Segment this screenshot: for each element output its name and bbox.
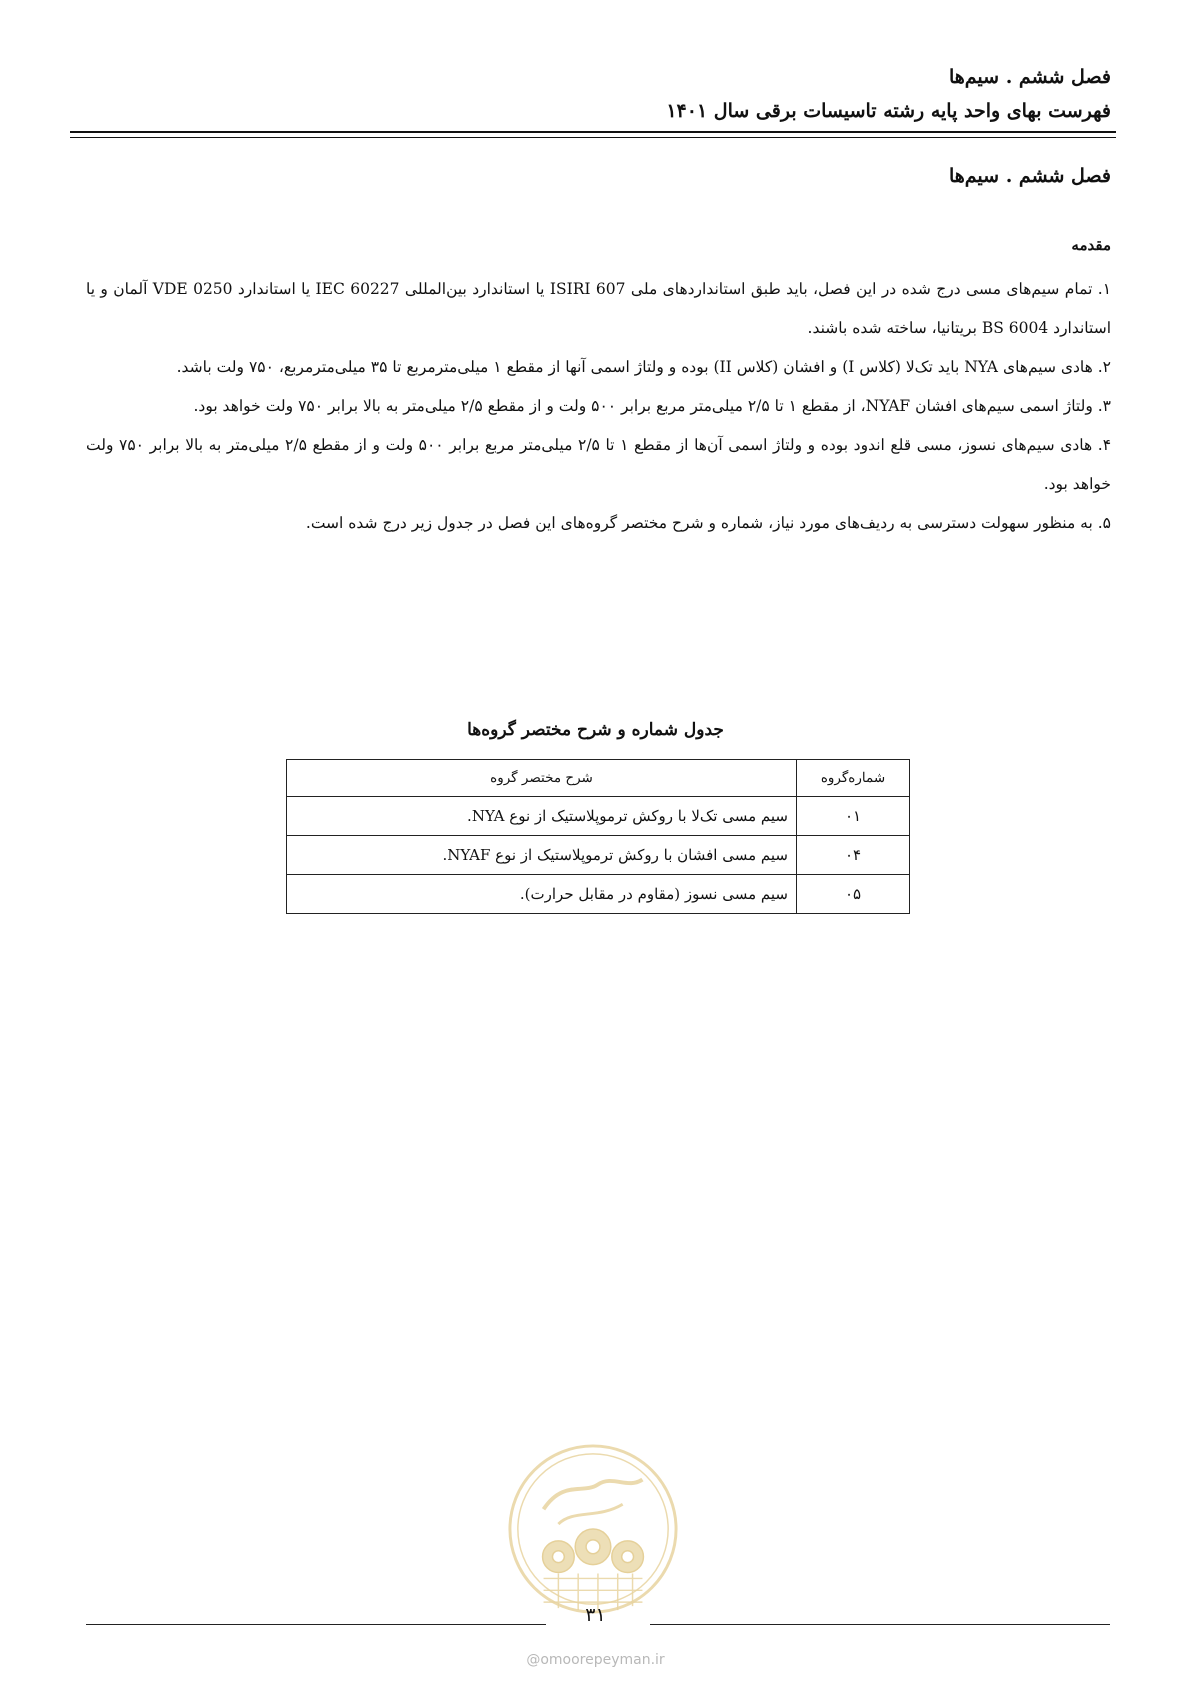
table-row (287, 836, 910, 875)
table-row (287, 875, 910, 914)
introduction-body (86, 270, 1111, 543)
paragraph-5: ۵. به منظور سهولت دسترسی به ردیف‌های مورد نیاز، شماره و شرح مختصر گروه‌های این فصل در جدول زیر درج شده است. (305, 514, 1111, 532)
group-description-cell: سیم مسی نسوز (مقاوم در مقابل حرارت). (287, 875, 797, 914)
header-chapter: فصل ششم . سیم‌ها (948, 66, 1111, 88)
paragraph-4: ۴. هادی سیم‌های نسوز، مسی قلع اندود بوده و ولتاژ اسمی آن‌ها از مقطع ۱ تا ۲/۵ میلی‌متر مربع برابر ۵۰۰ ولت و از مقطع ۲/۵ میلی‌متر به بالا برابر ۷۵۰ ولت خواهد بود. (86, 436, 1112, 493)
header-document-title: فهرست بهای واحد پایه رشته تاسیسات برقی سال ۱۴۰۱ (666, 100, 1111, 122)
group-description-cell: سیم مسی افشان با روکش ترموپلاستیک از نوع NYAF. (287, 836, 797, 875)
page-number: ۳۱ (585, 1604, 606, 1626)
group-description-cell: سیم مسی تک‌لا با روکش ترموپلاستیک از نوع NYA. (287, 797, 797, 836)
section-heading-introduction: مقدمه (1071, 236, 1111, 254)
paragraph-2: ۲. هادی سیم‌های NYA باید تک‌لا (کلاس I) و افشان (کلاس II) بوده و ولتاژ اسمی آنها از مقطع ۱ میلی‌مترمربع تا ۳۵ میلی‌مترمربع، ۷۵۰ ولت باشد. (176, 358, 1111, 376)
groups-table (286, 759, 910, 914)
header-group-number: شماره‌گروه (797, 760, 910, 797)
group-number-cell: ۰۴ (797, 836, 910, 875)
chapter-title: فصل ششم . سیم‌ها (948, 165, 1111, 187)
watermark-logo-icon (504, 1440, 682, 1618)
group-number-cell: ۰۱ (797, 797, 910, 836)
paragraph-1: ۱. تمام سیم‌های مسی درج شده در این فصل، باید طبق استانداردهای ملی ISIRI 607 یا استاندارد بین‌المللی IEC 60227 یا استاندارد VDE 0250 آلمان و یا استاندارد BS 6004 بریتانیا، ساخته شده باشند. (86, 280, 1112, 337)
paragraph-3: ۳. ولتاژ اسمی سیم‌های افشان NYAF، از مقطع ۱ تا ۲/۵ میلی‌متر مربع برابر ۵۰۰ ولت و از مقطع ۲/۵ میلی‌متر به بالا برابر ۷۵۰ ولت خواهد بود. (193, 397, 1111, 415)
running-header (70, 60, 1111, 128)
table-header-row (287, 760, 910, 797)
group-number-cell: ۰۵ (797, 875, 910, 914)
header-rule-thin (70, 137, 1116, 138)
website-watermark: @omoorepeyman.ir (526, 1652, 665, 1668)
table-caption: جدول شماره و شرح مختصر گروه‌ها (467, 720, 724, 740)
header-rule-thick (70, 131, 1116, 133)
header-group-description: شرح مختصر گروه (287, 760, 797, 797)
table-row (287, 797, 910, 836)
